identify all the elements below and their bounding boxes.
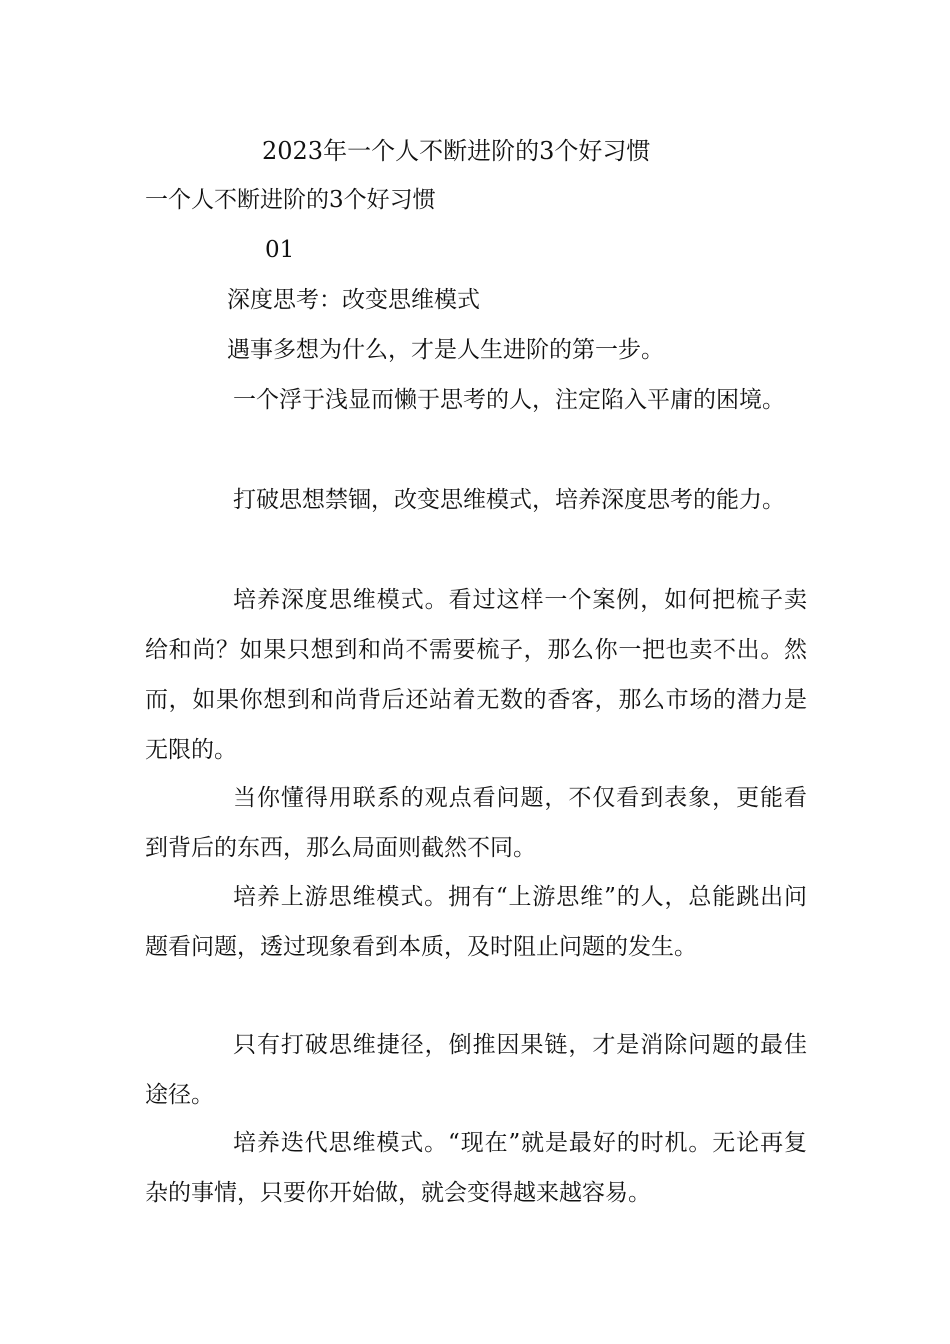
lead-sentence: 遇事多想为什么，才是人生进阶的第一步。 <box>227 337 664 363</box>
paragraph: 培养上游思维模式。拥有“上游思维”的人，总能跳出问题看问题，透过现象看到本质，及时阻止问题的发生。 <box>145 884 807 960</box>
document-title: 2023年一个人不断进阶的3个好习惯 <box>262 137 651 165</box>
paragraph: 只有打破思维捷径，倒推因果链，才是消除问题的最佳途径。 <box>145 1032 807 1108</box>
paragraph: 培养深度思维模式。看过这样一个案例，如何把梳子卖给和尚？如果只想到和尚不需要梳子，那么你一把也卖不出。然而，如果你想到和尚背后还站着无数的香客，那么市场的潜力是无限的。 <box>145 587 807 763</box>
paragraph: 培养迭代思维模式。“现在”就是最好的时机。无论再复杂的事情，只要你开始做，就会变得越来越容易。 <box>145 1130 807 1206</box>
paragraph: 一个浮于浅显而懒于思考的人，注定陷入平庸的困境。 <box>233 387 785 413</box>
paragraph: 打破思想禁锢，改变思维模式，培养深度思考的能力。 <box>233 487 785 513</box>
document-subtitle: 一个人不断进阶的3个好习惯 <box>145 187 436 213</box>
paragraph: 当你懂得用联系的观点看问题，不仅看到表象，更能看到背后的东西，那么局面则截然不同。 <box>145 785 807 861</box>
section-heading: 深度思考：改变思维模式 <box>227 287 480 313</box>
section-number: 01 <box>265 237 295 263</box>
